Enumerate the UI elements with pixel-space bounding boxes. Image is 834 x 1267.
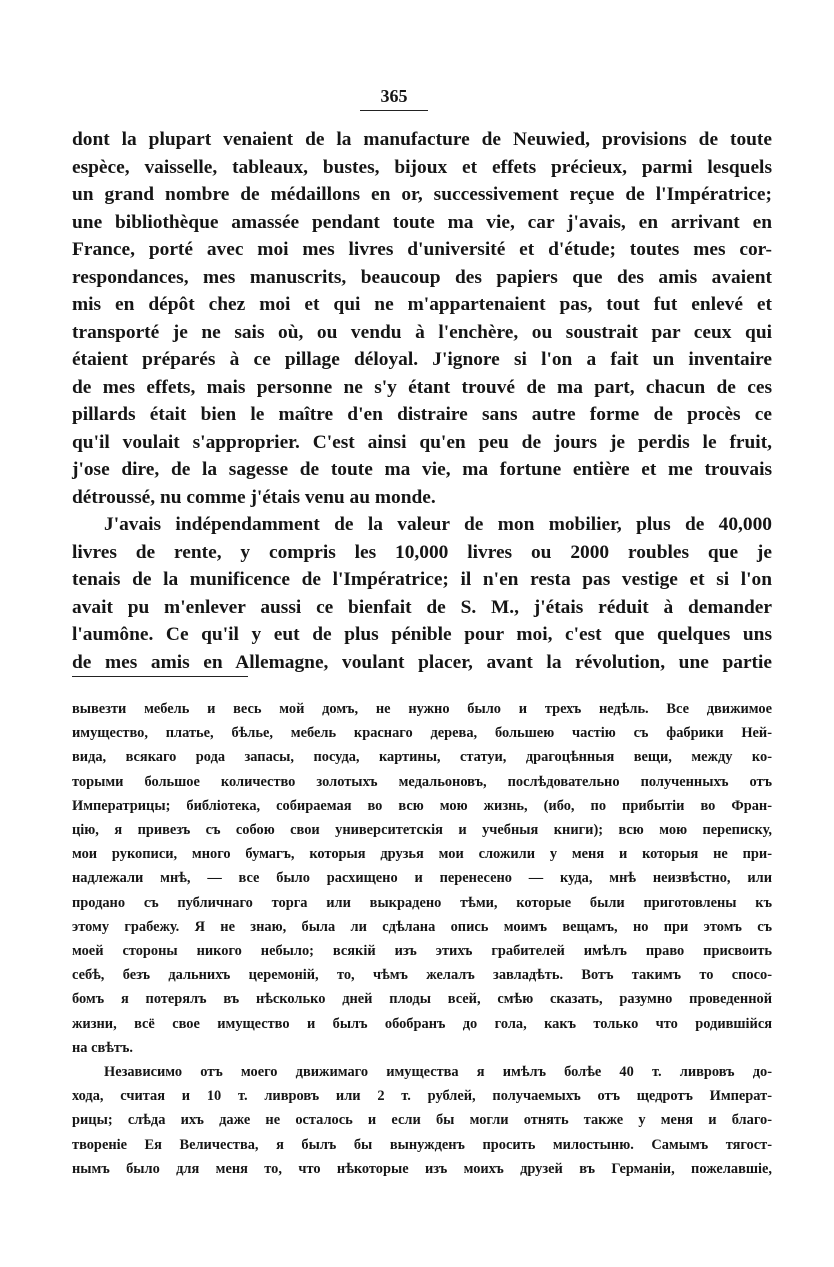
- main-line: j'ose dire, de la sagesse de toute ma vie, ma fortune entière et me trouvais: [72, 459, 772, 480]
- main-line: un grand nombre de médaillons en or, successivement reçue de l'Impératrice;: [72, 184, 772, 205]
- footnote-rule: [72, 676, 248, 677]
- main-line: une bibliothèque amassée pendant toute ma vie, car j'avais, en arrivant en: [72, 211, 772, 233]
- main-line: de mes amis en Allemagne, voulant placer, avant la révolution, une partie: [72, 651, 772, 673]
- main-line: détroussé, nu comme j'étais venu au monde.: [72, 486, 436, 508]
- main-line: qu'il voulait s'approprier. C'est ainsi qu'en peu de jours je perdis le fruit,: [72, 431, 772, 453]
- footnote-line: этому грабежу. Я не знаю, была ли сдѣлана опись моимъ вещамъ, но при этомъ съ: [72, 918, 772, 935]
- footnote-line: нымъ было для меня то, что нѣкоторые изъ моихъ друзей въ Германіи, пожелавшіе,: [72, 1160, 772, 1177]
- footnote-line: Независимо отъ моего движимаго имущества я имѣлъ болѣе 40 т. ливровъ до-: [104, 1064, 772, 1081]
- main-line: avait pu m'enlever aussi ce bienfait de S. M., j'étais réduit à demander: [72, 596, 772, 618]
- main-line: de mes effets, mais personne ne s'y étant trouvé de ma part, chacun de ces: [72, 376, 772, 398]
- footnote-line: продано съ публичнаго торга или выкрадено тѣми, которые были приготовлены къ: [72, 894, 772, 911]
- footnote-line: мои рукописи, много бумагъ, которыя друзья мои сложили у меня и которыя не при-: [72, 846, 772, 863]
- main-text: [72, 126, 772, 676]
- main-line: espèce, vaisselle, tableaux, bustes, bijoux et effets précieux, parmi lesquels: [72, 156, 772, 178]
- main-line: respondances, mes manuscrits, beaucoup des papiers que des amis avaient: [72, 266, 772, 288]
- page-number-rule: [360, 110, 428, 111]
- footnote-line: Императрицы; библіотека, собираемая во всю мою жизнь, (ибо, по прибытіи во Фран-: [72, 797, 772, 814]
- footnote-line: себѣ, безъ дальнихъ церемоній, то, чѣмъ желалъ завладѣть. Вотъ такимъ то спосо-: [72, 967, 772, 984]
- footnote-line: рицы; слѣда ихъ даже не осталось и если бы могли отнять также у меня и благо-: [72, 1112, 772, 1129]
- footnote-line: моей стороны никого небыло; всякій изъ этихъ грабителей имѣлъ право присвоить: [72, 943, 772, 960]
- main-line: dont la plupart venaient de la manufacture de Neuwied, provisions de toute: [72, 129, 772, 150]
- footnote-text: [72, 697, 772, 1181]
- footnote-line: вида, всякаго рода запасы, посуда, картины, статуи, драгоцѣнныя вещи, между ко-: [72, 749, 772, 766]
- main-line: l'aumône. Ce qu'il y eut de plus pénible pour moi, c'est que quelques uns: [72, 624, 772, 645]
- footnote-line: цію, я привезъ съ собою свои университетскія и учебныя книги); всю мою переписку,: [72, 822, 772, 839]
- footnote-line: твореніе Ея Величества, я былъ бы вынужденъ просить милостыню. Самымъ тягост-: [72, 1136, 772, 1153]
- footnote-line: бомъ я потерялъ въ нѣсколько дней плоды всей, смѣю сказать, разумно проведенной: [72, 991, 772, 1008]
- main-line: étaient préparés à ce pillage déloyal. J'ignore si l'on a fait un inventaire: [72, 349, 772, 370]
- footnote-line: надлежали мнѣ, — все было расхищено и перенесено — куда, мнѣ неизвѣстно, или: [72, 870, 772, 887]
- main-line: tenais de la munificence de l'Impératrice; il n'en resta pas vestige et si l'on: [72, 569, 772, 590]
- main-line: J'avais indépendamment de la valeur de mon mobilier, plus de 40,000: [104, 514, 772, 535]
- footnote-line: вывезти мебель и весь мой домъ, не нужно было и трехъ недѣль. Все движимое: [72, 701, 772, 717]
- footnote-line: торыми большое количество золотыхъ медальоновъ, послѣдовательно полученныхъ отъ: [72, 773, 772, 790]
- main-line: mis en dépôt chez moi et qui ne m'appartenaient pas, tout fut enlevé et: [72, 294, 772, 315]
- main-line: livres de rente, y compris les 10,000 livres ou 2000 roubles que je: [72, 541, 772, 563]
- footnote-line: имущество, платье, бѣлье, мебель краснаго дерева, большею частію съ фабрики Ней-: [72, 725, 772, 742]
- main-line: transporté je ne sais où, ou vendu à l'enchère, ou soustrait par ceux qui: [72, 321, 772, 343]
- footnote-line: хода, считая и 10 т. ливровъ или 2 т. рублей, получаемыхъ отъ щедротъ Императ-: [72, 1088, 772, 1105]
- footnote-line: жизни, всё свое имущество и былъ обобранъ до гола, какъ только что родившійся: [72, 1015, 772, 1032]
- main-line: pillards était bien le maître d'en distraire sans autre forme de procès ce: [72, 404, 772, 425]
- main-line: France, porté avec moi mes livres d'université et d'étude; toutes mes cor-: [72, 239, 772, 260]
- page-number: 365: [380, 86, 408, 106]
- footnote-line: на свѣтъ.: [72, 1039, 133, 1056]
